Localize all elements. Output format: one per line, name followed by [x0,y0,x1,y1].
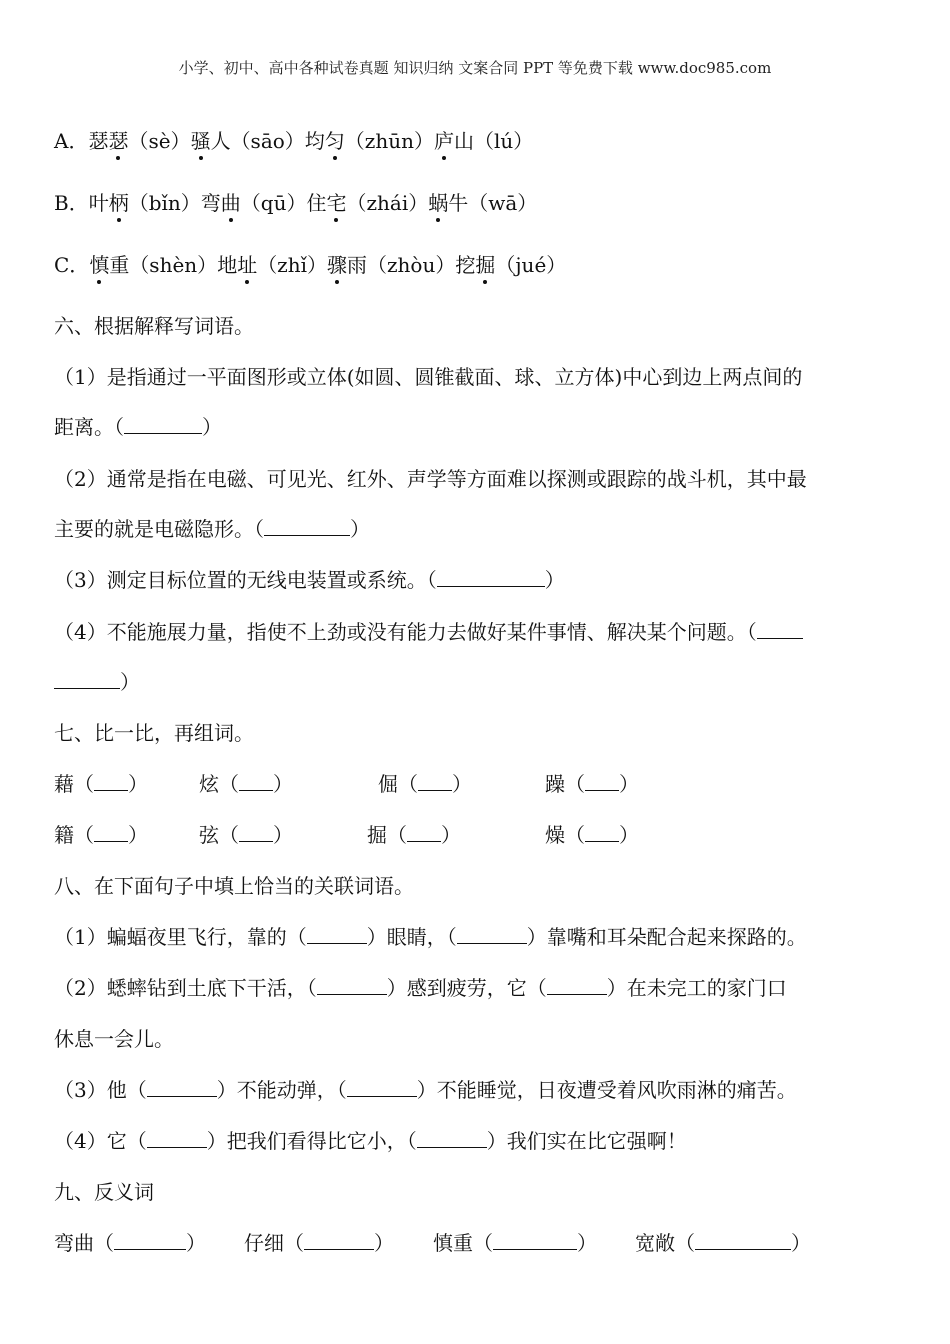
s8-q2-line1 [54,975,787,1001]
dotted-char: 骚 [190,129,211,153]
answer-blank[interactable] [547,978,607,995]
option-label: A． [54,129,89,153]
answer-blank[interactable] [94,825,128,842]
dotted-char: 慎 [89,253,110,277]
text: ）感到疲劳，它（ [386,976,547,1000]
paren: ） [441,823,461,847]
pinyin: （zhòu） [367,253,456,277]
s7-item [54,771,148,797]
s7-item [199,822,293,848]
dotted-char: 蜗 [428,191,449,215]
dotted-char: 柄 [108,191,129,215]
paren: ） [577,1231,597,1255]
paren: （ [219,772,239,796]
answer-blank[interactable] [695,1233,791,1250]
s6-q1-line2 [54,414,222,440]
s6-q1-line1: （1）是指通过一平面图形或立体(如圆、圆锥截面、球、立方体)中心到边上两点间的 [54,365,803,389]
char: 叶 [88,191,109,215]
text: （2）蟋蟀钻到土底下干活，（ [54,976,317,1000]
char: 牛 [448,191,469,215]
s8-q2-line2: 休息一会儿。 [54,1027,174,1051]
dotted-char: 匀 [324,129,345,153]
word: 弯曲（ [54,1231,114,1255]
answer-blank[interactable] [407,825,441,842]
answer-blank[interactable] [304,1233,374,1250]
pinyin: （jué） [495,253,567,277]
answer-blank[interactable] [757,622,803,639]
answer-blank[interactable] [493,1233,577,1250]
char: 炫 [199,772,219,796]
char: 弦 [199,823,219,847]
char: 山 [453,129,474,153]
text: ）把我们看得比它小，（ [206,1129,417,1153]
answer-blank[interactable] [124,417,202,434]
char: 倔 [378,772,398,796]
char: 雨 [347,253,368,277]
section-9-title: 九、反义词 [54,1180,154,1204]
answer-blank[interactable] [417,1131,487,1148]
dotted-char: 庐 [433,129,454,153]
char: 住 [306,191,327,215]
page-header: 小学、初中、高中各种试卷真题 知识归纳 文案合同 PPT 等免费下载 www.doc985.com [178,59,772,77]
char: 重 [109,253,130,277]
answer-blank[interactable] [147,1131,207,1148]
dotted-char: 瑟 [108,129,129,153]
dotted-char: 骤 [327,253,348,277]
paren: （ [565,823,585,847]
text: ）不能动弹，（ [216,1078,347,1102]
text: ） [350,517,370,541]
s7-item [367,822,461,848]
s9-item [635,1230,811,1256]
answer-blank[interactable] [585,774,619,791]
dotted-char: 曲 [220,191,241,215]
answer-blank[interactable] [317,978,387,995]
word: 宽敞（ [635,1231,695,1255]
option-label: B． [54,191,89,215]
dotted-char: 址 [237,253,258,277]
char: 地 [217,253,238,277]
paren: ） [128,823,148,847]
answer-blank[interactable] [54,672,120,689]
char: 弯 [200,191,221,215]
text: ） [202,415,222,439]
text: ）靠嘴和耳朵配合起来探路的。 [526,925,807,949]
s7-item [545,771,639,797]
s7-item [199,771,293,797]
s7-item [545,822,639,848]
paren: （ [219,823,239,847]
pinyin: （lú） [473,129,534,153]
pinyin: （shèn） [129,253,218,277]
text: ） [544,568,565,592]
text: （4）它（ [54,1129,147,1153]
text: 距离。（ [54,415,124,439]
pinyin: （sāo） [230,129,305,153]
s9-item [244,1230,394,1256]
dotted-char: 掘 [475,253,496,277]
text: ）在未完工的家门口 [606,976,787,1000]
option-a [54,128,533,154]
option-c [54,252,566,278]
s6-q2-line2 [54,516,370,542]
char: 躁 [545,772,565,796]
paren: ） [128,772,148,796]
paren: （ [74,772,94,796]
s6-q3 [54,567,565,593]
paren: ） [791,1231,811,1255]
text: （3）测定目标位置的无线电装置或系统。（ [54,568,437,592]
answer-blank[interactable] [239,825,273,842]
text: ）不能睡觉，日夜遭受着风吹雨淋的痛苦。 [416,1078,797,1102]
s9-item [433,1230,597,1256]
char: 燥 [545,823,565,847]
answer-blank[interactable] [457,927,527,944]
pinyin: （bǐn） [128,191,201,215]
s8-q1 [54,924,807,950]
paren: ） [273,823,293,847]
paren: （ [387,823,407,847]
pinyin: （zhūn） [344,129,434,153]
pinyin: （zhái） [346,191,429,215]
paren: ） [374,1231,394,1255]
paren: （ [398,772,418,796]
text: （3）他（ [54,1078,147,1102]
char: 人 [210,129,231,153]
answer-blank[interactable] [264,519,350,536]
char: 均 [304,129,325,153]
answer-blank[interactable] [94,774,128,791]
answer-blank[interactable] [147,1080,217,1097]
paren: ） [186,1231,206,1255]
answer-blank[interactable] [114,1233,186,1250]
paren: ） [273,772,293,796]
paren: ） [619,772,639,796]
section-7-title: 七、比一比，再组词。 [54,721,254,745]
answer-blank[interactable] [437,570,545,587]
section-8-title: 八、在下面句子中填上恰当的关联词语。 [54,874,414,898]
s7-item [54,822,148,848]
char: 挖 [455,253,476,277]
text: 主要的就是电磁隐形。（ [54,517,264,541]
s6-q4-line1 [54,619,803,645]
dotted-char: 宅 [326,191,347,215]
s8-q3 [54,1077,797,1103]
s9-item [54,1230,206,1256]
answer-blank[interactable] [307,927,367,944]
paren: （ [565,772,585,796]
option-label: C． [54,253,90,277]
paren: ） [619,823,639,847]
text: （4）不能施展力量，指使不上劲或没有能力去做好某件事情、解决某个问题。（ [54,620,757,644]
paren: （ [74,823,94,847]
s7-item [378,771,472,797]
char: 藉 [54,772,74,796]
paren: ） [452,772,472,796]
answer-blank[interactable] [347,1080,417,1097]
word: 仔细（ [244,1231,304,1255]
pinyin: （wā） [468,191,538,215]
char: 瑟 [88,129,109,153]
section-6-title: 六、根据解释写词语。 [54,314,254,338]
pinyin: （qū） [240,191,307,215]
s6-q4-line2 [54,669,140,695]
text: （1）蝙蝠夜里飞行，靠的（ [54,925,307,949]
answer-blank[interactable] [418,774,452,791]
option-b [54,190,537,216]
answer-blank[interactable] [239,774,273,791]
word: 慎重（ [433,1231,493,1255]
text: ） [120,670,140,694]
s8-q4 [54,1128,687,1154]
text: ）眼睛，（ [366,925,457,949]
pinyin: （zhǐ） [257,253,328,277]
s6-q2-line1: （2）通常是指在电磁、可见光、红外、声学等方面难以探测或跟踪的战斗机，其中最 [54,467,807,491]
text: ）我们实在比它强啊！ [486,1129,687,1153]
pinyin: （sè） [128,129,191,153]
char: 籍 [54,823,74,847]
char: 掘 [367,823,387,847]
answer-blank[interactable] [585,825,619,842]
